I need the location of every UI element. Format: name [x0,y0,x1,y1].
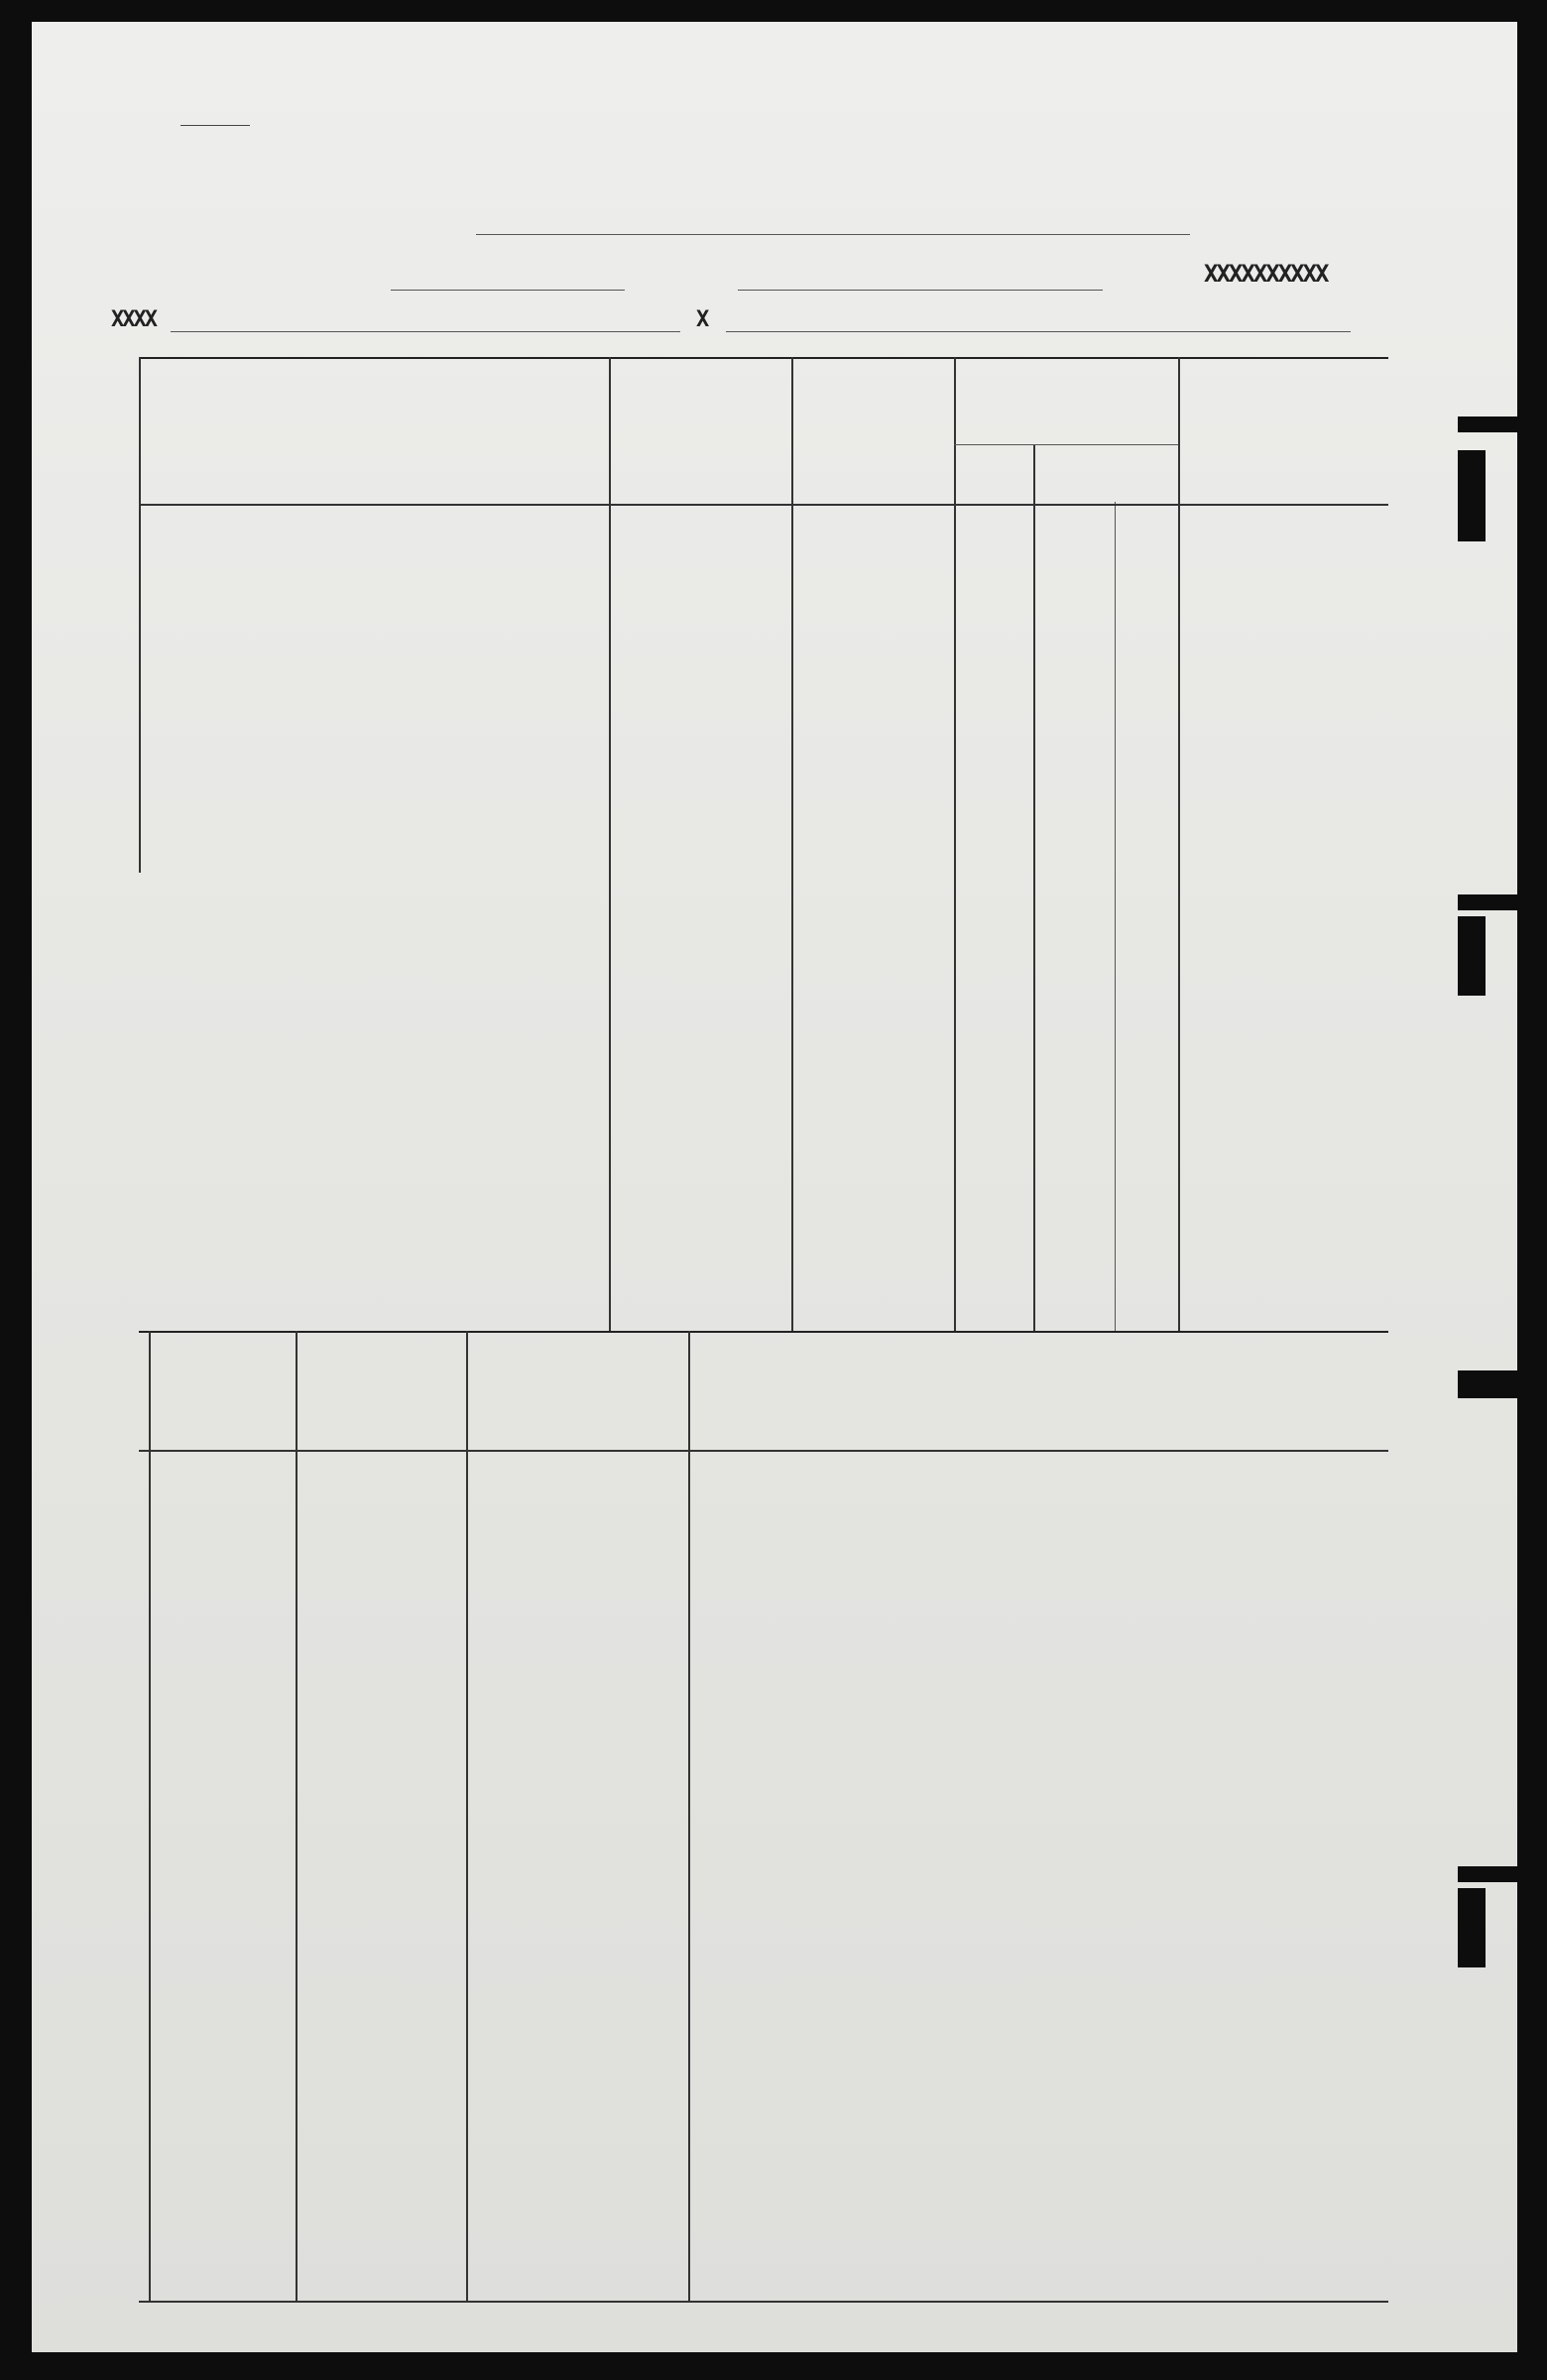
binder-tab [1458,894,1517,910]
report-sheet: XXXXXXXXXX XXXX X [32,22,1517,2352]
binder-tab [1458,450,1486,541]
binder-tab [1458,1370,1517,1398]
binder-tab [1458,1888,1486,1967]
page-number [180,125,250,126]
binder-tab [1458,1866,1517,1882]
binder-tab [1458,916,1486,996]
binder-tab [1458,416,1517,432]
